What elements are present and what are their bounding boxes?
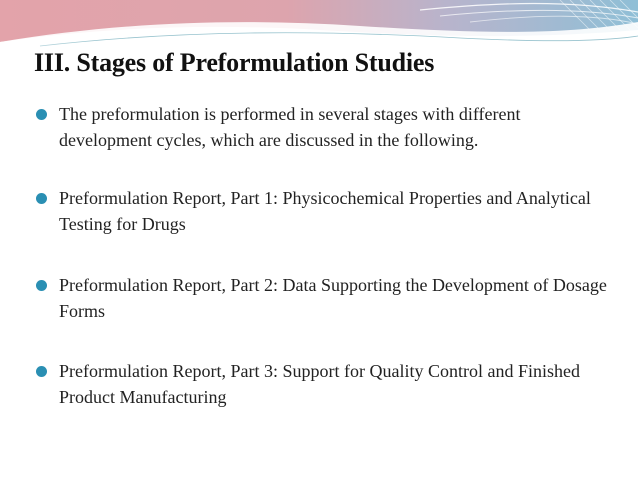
- filled-circle-bullet-icon: [36, 280, 47, 291]
- bullet-text: Preformulation Report, Part 2: Data Supporting the Development of Dosage Forms: [59, 275, 607, 321]
- bullet-text: Preformulation Report, Part 1: Physicochemical Properties and Analytical Testing for Drugs: [59, 188, 591, 234]
- filled-circle-bullet-icon: [36, 109, 47, 120]
- bullet-list: [36, 101, 616, 445]
- bullet-text: The preformulation is performed in several stages with different development cycles, which are discussed in the following.: [59, 104, 521, 150]
- filled-circle-bullet-icon: [36, 193, 47, 204]
- bullet-item-1: [36, 101, 616, 153]
- bullet-item-4: [36, 358, 616, 410]
- filled-circle-bullet-icon: [36, 366, 47, 377]
- slide-title: III. Stages of Preformulation Studies: [34, 48, 435, 77]
- bullet-item-3: [36, 272, 616, 324]
- bullet-item-2: [36, 185, 616, 237]
- bullet-text: Preformulation Report, Part 3: Support for Quality Control and Finished Product Manufacturing: [59, 361, 580, 407]
